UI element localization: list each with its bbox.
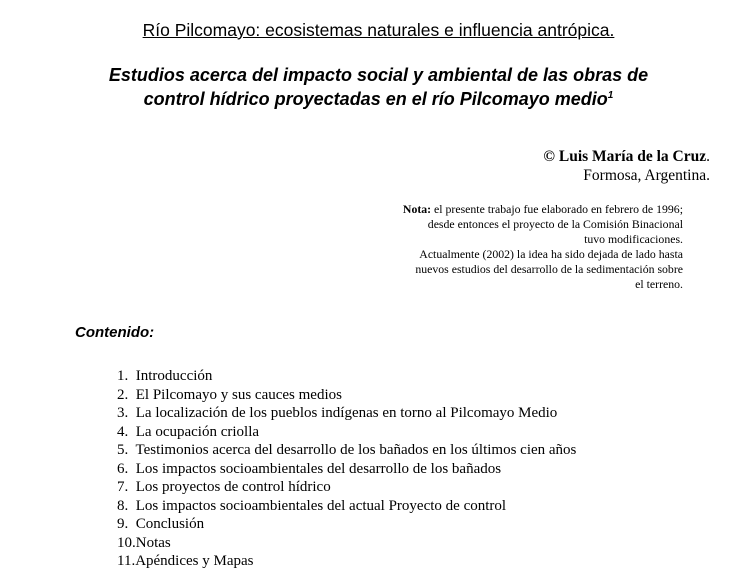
author-block [543, 147, 710, 185]
document-title: Río Pilcomayo: ecosistemas naturales e influencia antrópica. [142, 20, 615, 40]
toc-item[interactable]: 4. La ocupación criolla [117, 423, 260, 440]
note-line: nuevos estudios del desarrollo de la sedimentación sobre [415, 262, 683, 276]
toc-item[interactable]: 9. Conclusión [117, 516, 205, 532]
document-subtitle [0, 63, 745, 111]
author-location: Formosa, Argentina. [583, 167, 710, 184]
subtitle-line-2 [0, 87, 745, 111]
toc-item[interactable]: 1. Introducción [117, 368, 213, 384]
contents-heading: Contenido: [75, 324, 155, 341]
subtitle-line-1: Estudios acerca del impacto social y ambiental de las obras de [108, 65, 649, 85]
note-line: el terreno. [635, 277, 683, 291]
note-line: tuvo modificaciones. [584, 232, 683, 246]
subtitle-line-2-text: control hídrico proyectadas en el río Pilcomayo medio [143, 89, 608, 109]
toc-item[interactable]: 10.Notas [117, 534, 171, 551]
note-text: el presente trabajo fue elaborado en febrero de 1996; [431, 202, 683, 216]
note-line: Actualmente (2002) la idea ha sido dejada de lado hasta [419, 247, 683, 261]
toc-item[interactable]: 8. Los impactos socioambientales del actual Proyecto de control [117, 497, 507, 514]
toc-item[interactable]: 3. La localización de los pueblos indígenas en torno al Pilcomayo Medio [117, 405, 558, 421]
toc-item[interactable]: 5. Testimonios acerca del desarrollo de los bañados en los últimos cien años [117, 442, 577, 458]
author-copyright: © Luis María de la Cruz [543, 148, 707, 165]
note-label: Nota: [402, 202, 432, 216]
toc-item[interactable]: 7. Los proyectos de control hídrico [117, 479, 331, 495]
table-of-contents [117, 367, 576, 571]
note-block [403, 202, 683, 292]
toc-item[interactable]: 2. El Pilcomayo y sus cauces medios [117, 386, 342, 403]
toc-item[interactable]: 11.Apéndices y Mapas [117, 553, 254, 569]
author-name [543, 147, 710, 166]
toc-item[interactable]: 6. Los impactos socioambientales del desarrollo de los bañados [117, 460, 502, 477]
note-line: desde entonces el proyecto de la Comisión Binacional [427, 217, 683, 231]
note-line [403, 202, 683, 217]
footnote-marker[interactable]: 1 [607, 90, 614, 101]
author-period: . [706, 148, 710, 165]
